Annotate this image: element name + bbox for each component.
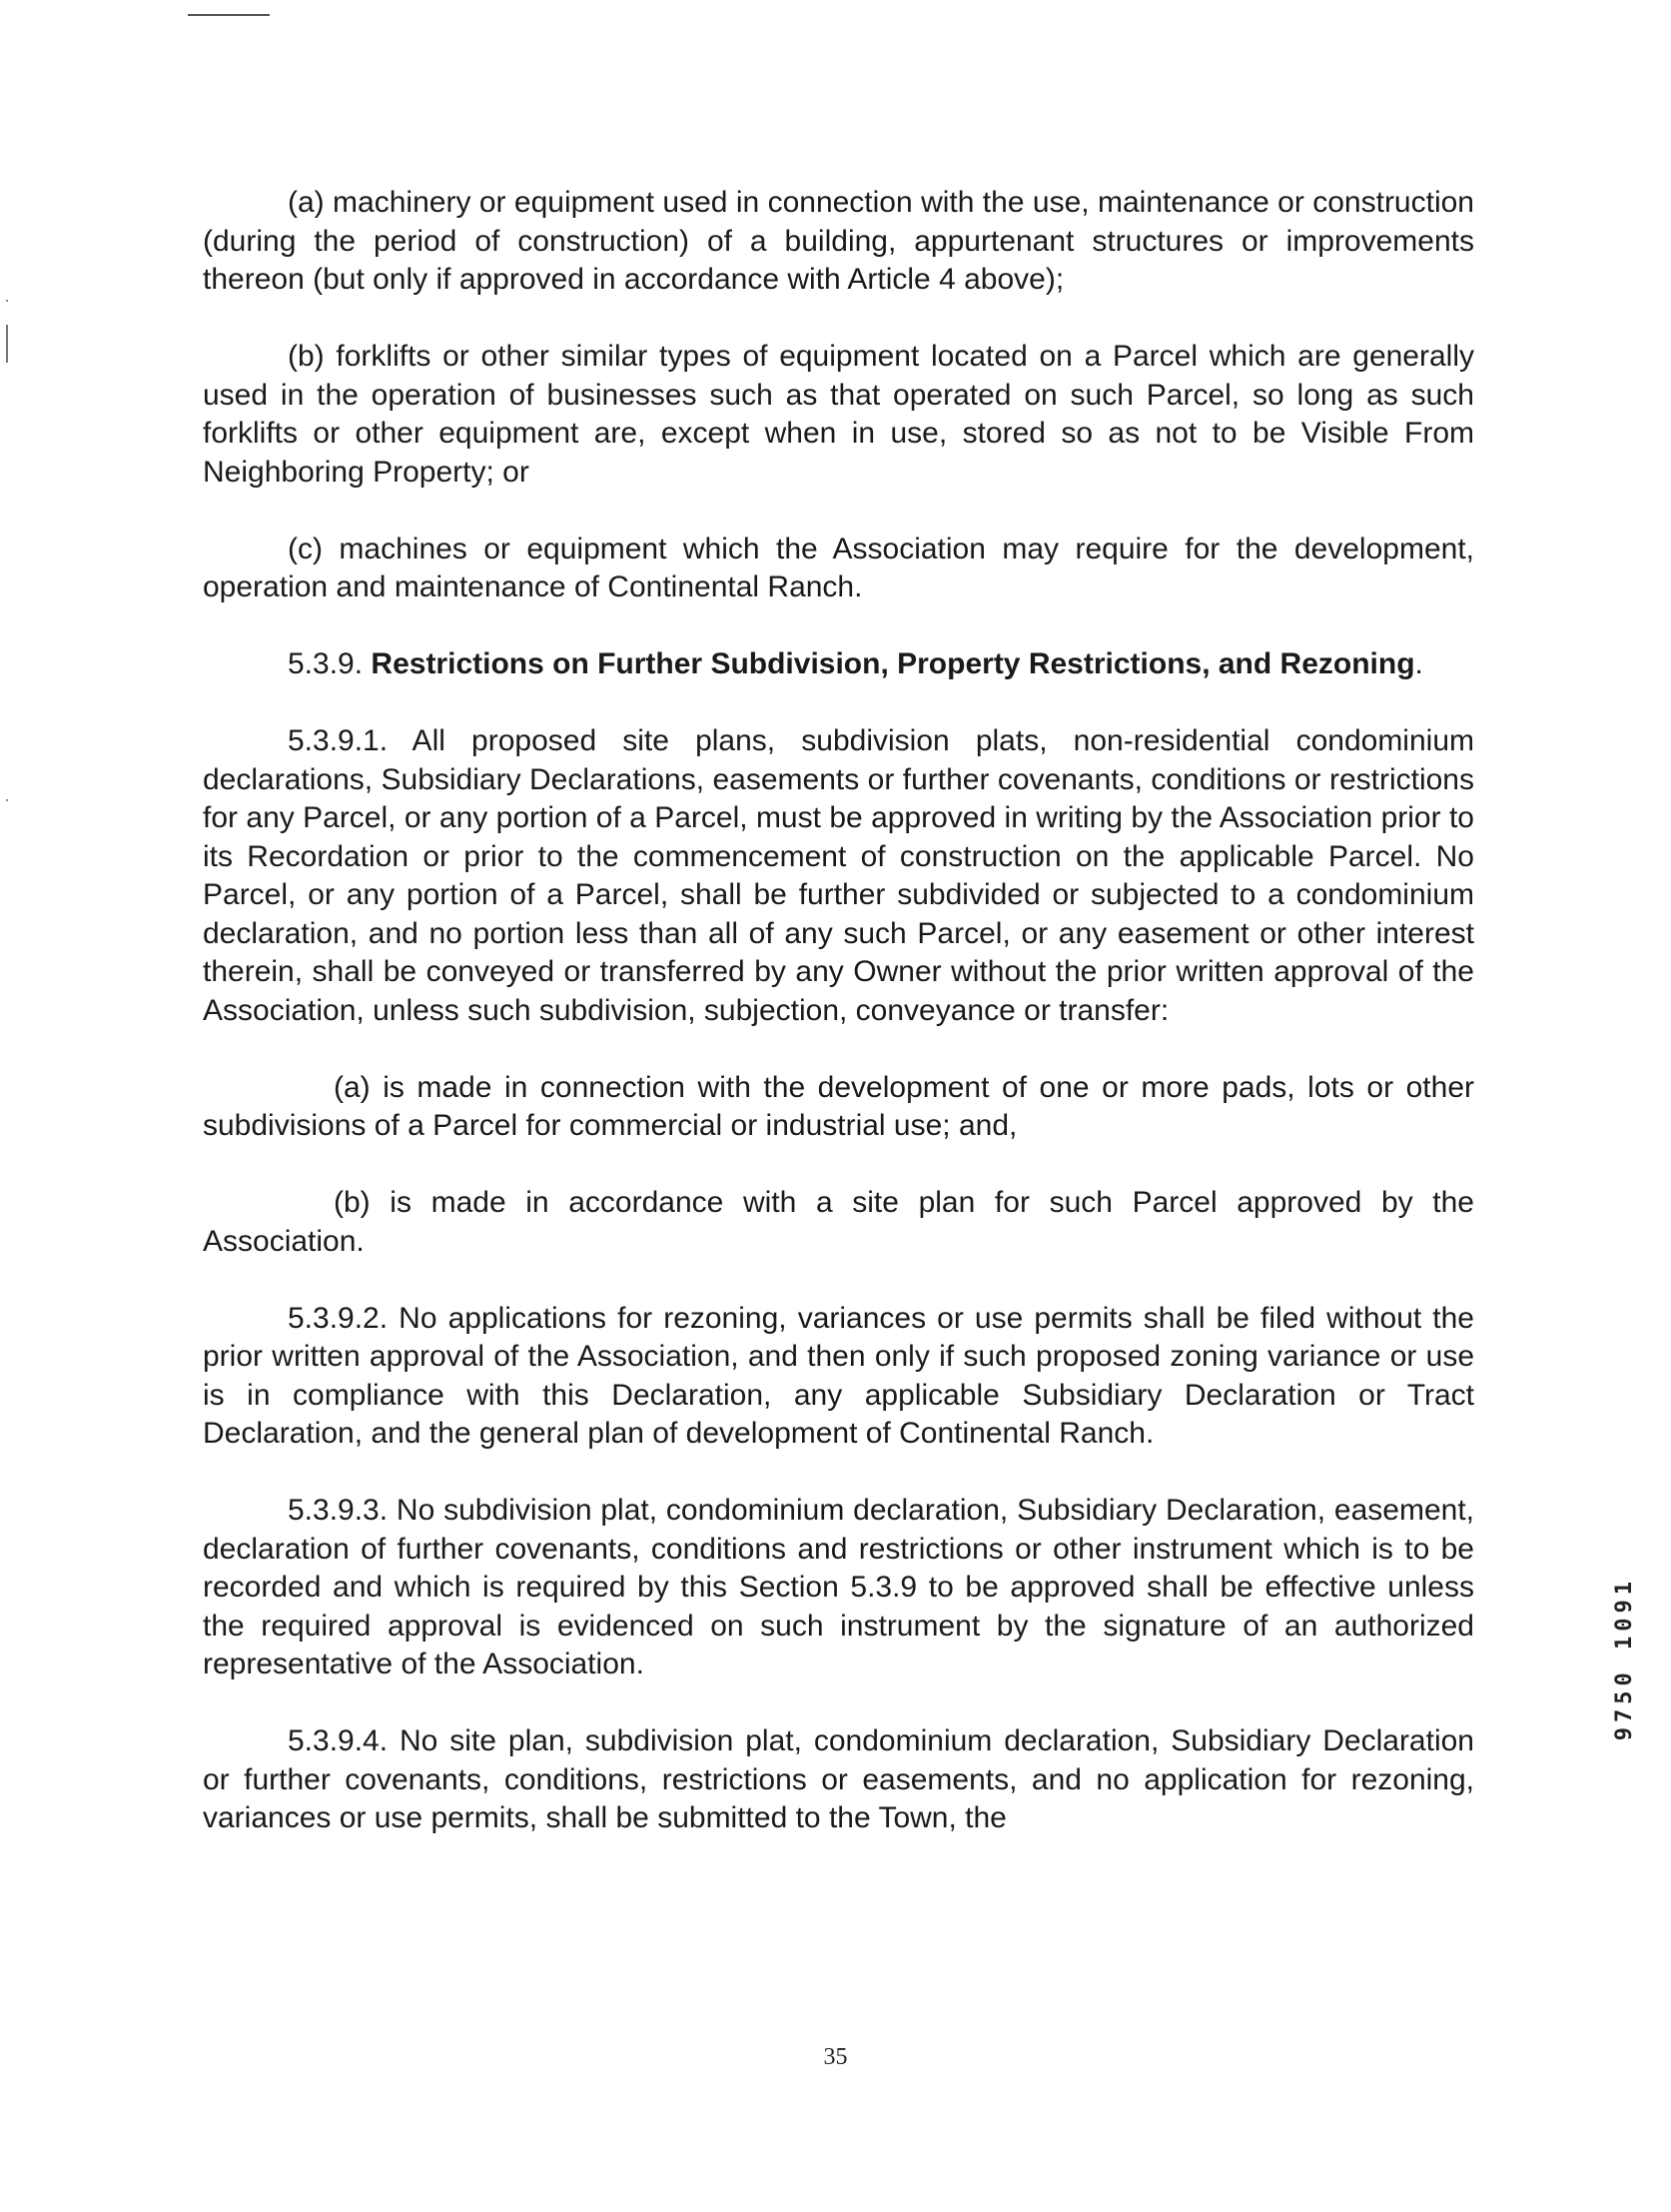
document-body	[203, 184, 1474, 1838]
paragraph-c-machines: (c) machines or equipment which the Association may require for the development, operation and maintenance of Continental Ranch.	[203, 532, 1474, 603]
paragraph-a-machinery: (a) machinery or equipment used in connection with the use, maintenance or construction (during the period of construction) of a building, appurtenant structures or improvements thereon (but only if approved in accordance with Article 4 above);	[203, 186, 1474, 296]
margin-mark	[6, 325, 8, 363]
section-title-period: .	[1414, 647, 1423, 680]
page-number: 35	[823, 2044, 848, 2070]
sub-item-b: (b) is made in accordance with a site plan for such Parcel approved by the Association.	[203, 1186, 1474, 1258]
recording-stamp: 9750 1091	[1612, 1577, 1637, 1741]
sub-item-a: (a) is made in connection with the development of one or more pads, lots or other subdivisions of a Parcel for commercial or industrial use; and,	[203, 1070, 1474, 1142]
section-heading	[203, 645, 1474, 684]
margin-dot	[6, 300, 8, 302]
section-5-3-9-3: 5.3.9.3. No subdivision plat, condominium declaration, Subsidiary Declaration, easement, declaration of further covenants, conditions and restrictions or other instrument which is to be recorded and which is required by this Section 5.3.9 to be approved shall be effective unless the required approval is evidenced on such instrument by the signature of an authorized representative of the Association.	[203, 1494, 1474, 1680]
section-number: 5.3.9.	[288, 647, 364, 680]
section-5-3-9-1: 5.3.9.1. All proposed site plans, subdivision plats, non-residential condominium declarations, Subsidiary Declarations, easements or further covenants, conditions or restrictions for any Parcel, or any portion of a Parcel, must be approved in writing by the Association prior to its Recordation or prior to the commencement of construction on the applicable Parcel. No Parcel, or any portion of a Parcel, shall be further subdivided or subjected to a condominium declaration, and no portion less than all of any such Parcel, or any easement or other interest therein, shall be conveyed or transferred by any Owner without the prior written approval of the Association, unless such subdivision, subjection, conveyance or transfer:	[203, 724, 1474, 1027]
paragraph-b-forklifts: (b) forklifts or other similar types of equipment located on a Parcel which are generally used in the operation of businesses such as that operated on such Parcel, so long as such forklifts or other equipment are, except when in use, stored so as not to be Visible From Neighboring Property; or	[203, 340, 1474, 489]
section-title: Restrictions on Further Subdivision, Property Restrictions, and Rezoning	[371, 647, 1415, 680]
margin-dot	[6, 799, 8, 801]
section-5-3-9-2: 5.3.9.2. No applications for rezoning, variances or use permits shall be filed without the prior written approval of the Association, and then only if such proposed zoning variance or use is in compliance with this Declaration, any applicable Subsidiary Declaration or Tract Declaration, and the general plan of development of Continental Ranch.	[203, 1301, 1474, 1450]
top-rule	[188, 14, 270, 16]
section-5-3-9-4: 5.3.9.4. No site plan, subdivision plat, condominium declaration, Subsidiary Declaration or further covenants, conditions, restrictions or easements, and no application for rezoning, variances or use permits, shall be submitted to the Town, the	[203, 1724, 1474, 1834]
